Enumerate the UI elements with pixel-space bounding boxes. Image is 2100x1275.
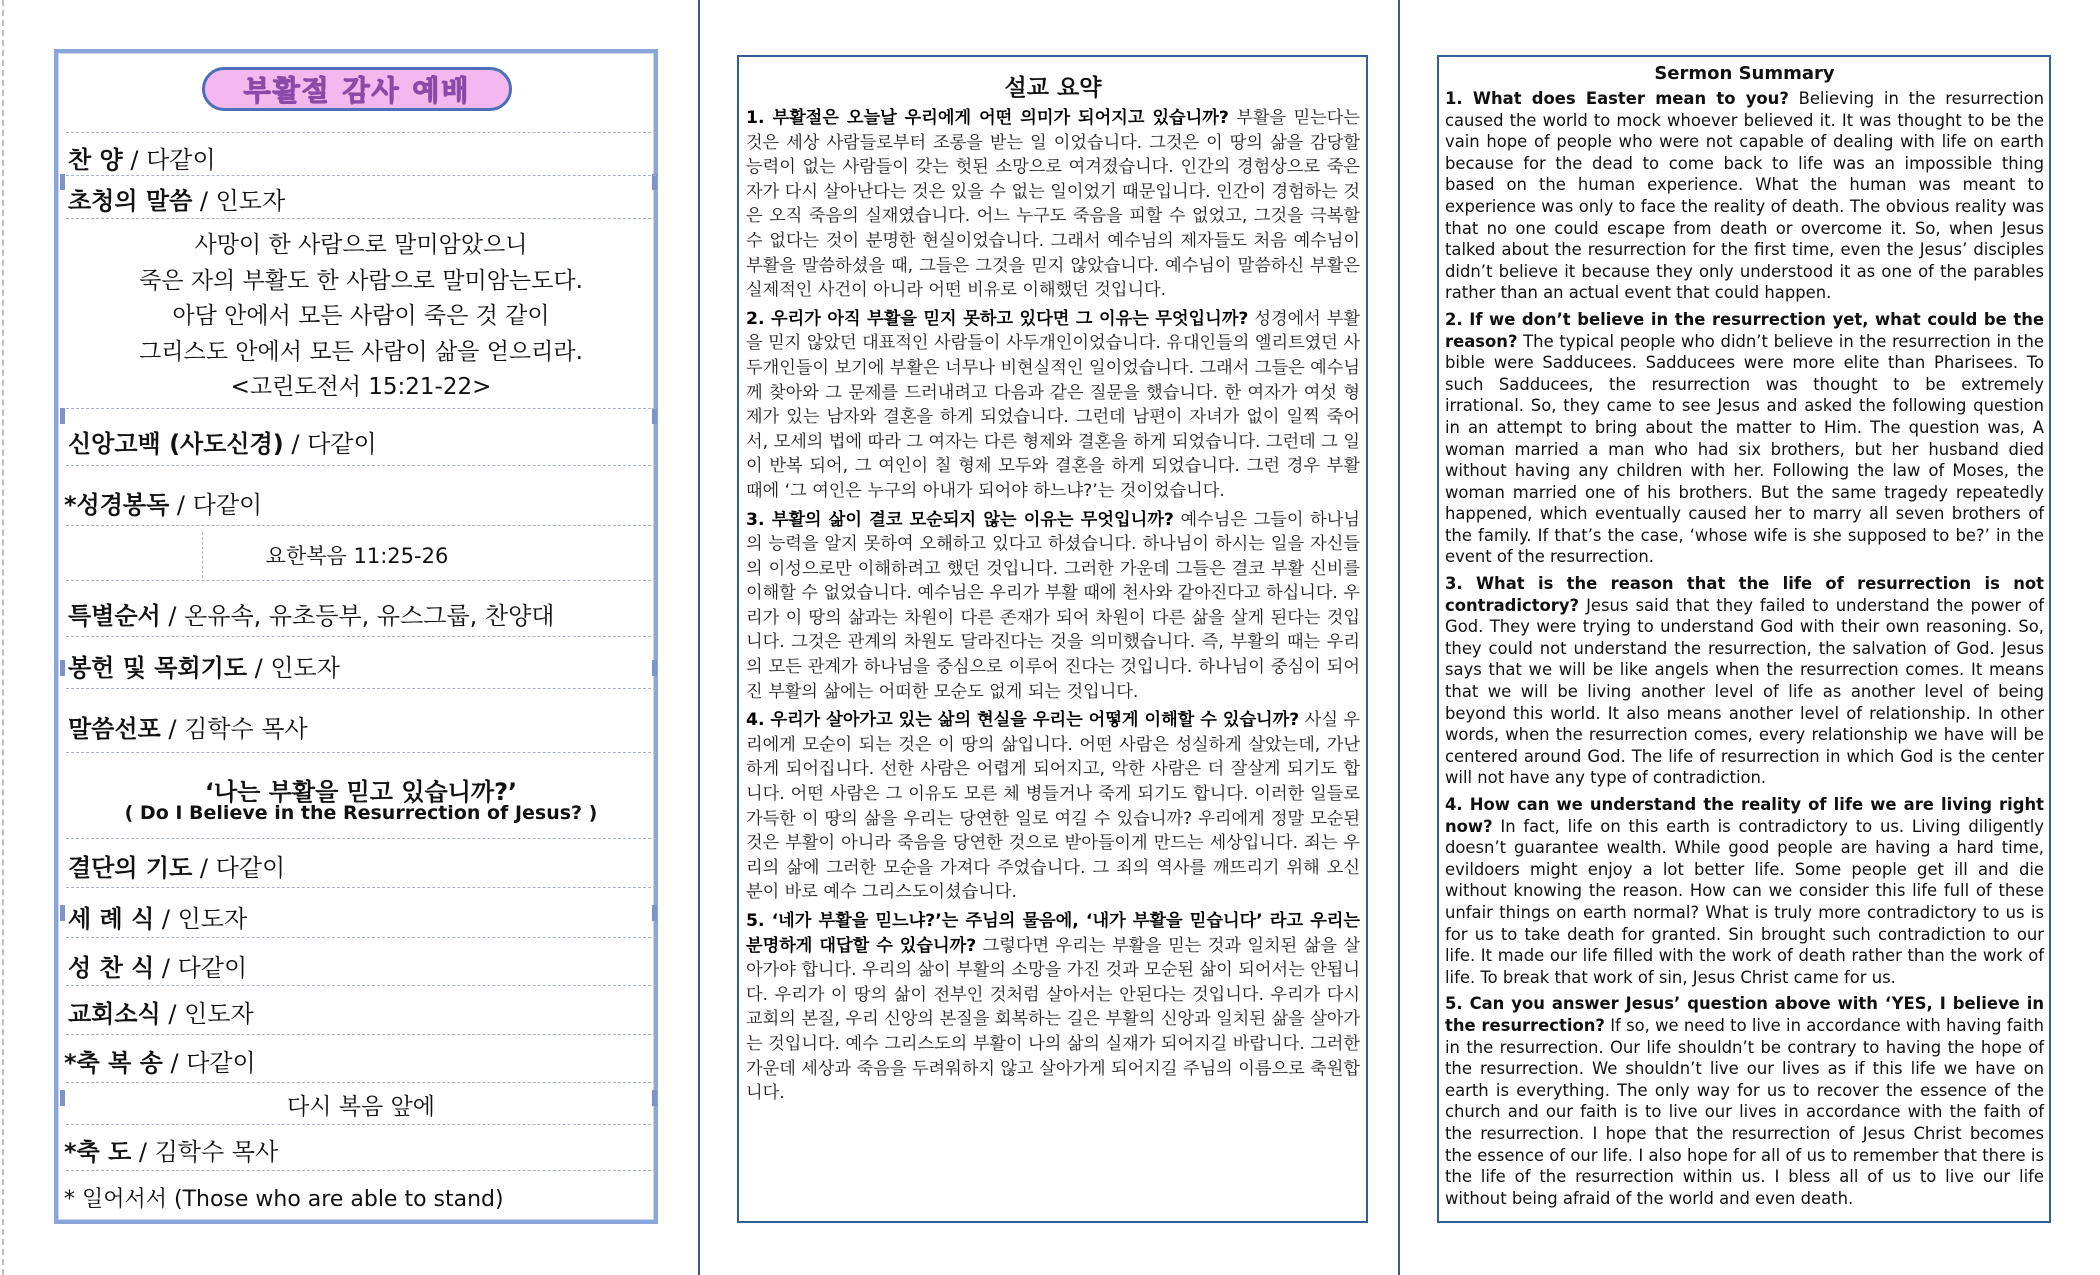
summary-question: 2. 우리가 아직 부활을 믿지 못하고 있다면 그 이유는 무엇입니까? (746, 308, 1249, 329)
divider (66, 752, 656, 753)
verse-line: 그리스도 안에서 모든 사람이 삶을 얻으리라. (139, 339, 583, 365)
summary-question: 1. 부활절은 오늘날 우리에게 어떤 의미가 되어지고 있습니까? (746, 108, 1229, 128)
divider (66, 937, 656, 938)
divider (66, 636, 656, 637)
order-item: 특별순서 / 온유속, 유초등부, 유스그룹, 찬양대 (68, 602, 555, 630)
summary-paragraph (1445, 88, 2044, 304)
order-item: 찬 양 / 다같이 (68, 146, 216, 174)
summary-answer: Jesus said that they failed to understand the power of God. They were trying to understand God with their own reasoning. So, they could not understand the resurrection, the salvation of God. Jesus says that we will be like angels when the resurrection comes. It means that we will be living another level of life as another level of being beyond this world. It also means another level of relationship. In other words, when the resurrection comes, every relationship we have will be centered around God. The life of resurrection in which God is the center will not have any type of contradiction. (1445, 595, 2044, 788)
summary-question: 2. If we don’t believe in the resurrection yet, what could be the reason? (1445, 309, 2044, 351)
order-item: 봉헌 및 목회기도 / 인도자 (68, 654, 340, 682)
summary-question: 5. ‘네가 부활을 믿느냐?’는 주님의 물음에, ‘내가 부활을 믿습니다’ 라고 우리는 분명하게 대답할 수 있습니까? (746, 911, 1360, 956)
summary-question: 1. What does Easter mean to you? (1445, 89, 1789, 108)
summary-answer: 사실 우리에게 모순이 되는 것은 이 땅의 삶입니다. 어떤 사람은 성실하게 살았는데, 가난하게 되어집니다. 선한 사람은 어렵게 되어지고, 악한 사람은 더 잘살게 되기도 합니다. 어떤 사람은 그 이유도 모른 체 병들거나 죽게 되기도 합니다. 이러한 일들로 가득한 이 땅의 삶을 우리는 당연한 일로 여길 수 있습니까? 우리에게 정말 모순된 것은 부활이 아니라 죽음을 당연한 것으로 받아들이게 만드는 세상입니다. 죄는 우리의 삶에 그러한 모순을 가져다 주었습니다. 그 죄의 역사를 깨뜨리기 위해 오신 분이 바로 예수 그리스도이셨습니다. (746, 710, 1360, 903)
divider (66, 887, 656, 888)
summary-answer: 그렇다면 우리는 부활을 믿는 것과 일치된 삶을 살아가야 합니다. 우리의 삶이 부활의 소망을 가진 것과 모순된 삶이 되어서는 안됩니다. 우리가 이 땅의 삶이 전부인 것처럼 살아서는 안된다는 것입니다. 우리가 다시 교회의 본질, 우리 신앙의 본질을 회복하는 길은 부활의 신앙과 일치된 삶을 살아가는 것입니다. 예수 그리스도의 부활이 나의 삶의 실재가 되어지길 바랍니다. 그러한 가운데 세상과 죽음을 두려워하지 않고 살아가게 되어지길 주님의 이름으로 축원합니다. (746, 935, 1360, 1104)
border-tick (60, 905, 65, 921)
summary-question: 3. What is the reason that the life of resurrection is not contradictory? (1445, 574, 2044, 615)
summary-paragraph (1445, 309, 2044, 568)
sermon-title-english: ( Do I Believe in the Resurrection of Jesus? ) (124, 802, 598, 824)
border-tick (60, 1090, 65, 1106)
summary-paragraph (746, 708, 1360, 905)
summary-answer: The typical people who didn’t believe in the resurrection in the bible were Sadducees. Sadducees were more elite than Pharisees. To such Sadducees, the resurrection was thought to be extremely irrational. So, they came to see Jesus and asked the following question in an attempt to bring about the matter to Him. The question was, A woman married a man who had six brothers, but her husband died without having any children with her. Following the law of Moses, the woman married one of his brothers. But the same tragedy repeatedly happened, which eventually caused her to marry all seven brothers of the family. If that’s the case, ‘whose wife is she supposed to be?’ in the event of the resurrection. (1445, 331, 2044, 567)
order-item: 신앙고백 (사도신경) / 다같이 (68, 430, 377, 458)
summary-answer: If so, we need to live in accordance with having faith in the resurrection. Our life shouldn’t be contrary to having the hope of the resurrection. We shouldn’t live our lives as if this life we have on earth is everything. The only way for us to recover the essence of the church and our faith is to live our lives in accordance with the faith of the resurrection. I hope that the resurrection of Jesus Christ becomes the essence of our life. I also hope for all of us to remember that there is the life of the resurrection within us. I bless all of us to live our life without being afraid of the world and even death. (1445, 1015, 2044, 1208)
verse-line: 사망이 한 사람으로 말미암았으니 (194, 232, 528, 258)
summary-paragraph (1445, 993, 2044, 1209)
divider (66, 1170, 656, 1171)
divider (66, 985, 656, 986)
summary-answer: In fact, life on this earth is contradictory to us. Living diligently doesn’t guarantee wealth. While good people are having a hard time, evildoers might enjoy a lot better life. Some people get ill and die without knowing the reason. How can we consider this life full of these unfair things on earth normal? What is truly more contradictory to us is for us to take death for granted. Sin brought such contradiction to our life. It made our life filled with the work of death rather than the work of life. To break that work of sin, Jesus Christ came for us. (1445, 816, 2044, 987)
order-item: 초청의 말씀 / 인도자 (68, 187, 286, 215)
order-item: 말씀선포 / 김학수 목사 (68, 715, 308, 743)
summary-answer: Believing in the resurrection caused the world to mock whoever believed it. It was thought to be the vain hope of people who were not capable of dealing with life on earth because for the dead to come back to life was an impossible thing based on the human experience. What the human was meant to experience was only to face the reality of death. The obvious reality was that no one could escape from death or overcome it. So, when Jesus talked about the resurrection for the first time, even the Jesus’ disciples didn’t believe it because they only understood it as one of the parables rather than an actual event that could happen. (1445, 89, 2044, 303)
closing-line: 다시 복음 앞에 (287, 1094, 435, 1120)
divider (66, 525, 656, 526)
sermon-title-korean: ‘나는 부활을 믿고 있습니까?’ (204, 778, 518, 806)
summary-paragraph (1445, 573, 2044, 789)
summary-question: 3. 부활의 삶이 결코 모순되지 않는 이유는 무엇입니까? (746, 509, 1174, 530)
summary-paragraph (746, 508, 1360, 705)
column-divider-1 (698, 0, 700, 1275)
verse-line: 죽은 자의 부활도 한 사람으로 말미암는도다. (139, 268, 583, 294)
scripture-reading: 요한복음 11:25-26 (265, 544, 449, 568)
verse-line: 아담 안에서 모든 사람이 죽은 것 같이 (172, 303, 550, 329)
summary-question: 4. How can we understand the reality of life we are living right now? (1445, 795, 2044, 836)
divider (66, 218, 656, 219)
order-item: *축 도 / 김학수 목사 (64, 1138, 279, 1166)
korean-summary-panel (737, 55, 1368, 1223)
divider (66, 1124, 656, 1125)
order-item: 성 찬 식 / 다같이 (68, 954, 248, 982)
border-tick (60, 408, 65, 424)
divider (66, 132, 656, 133)
summary-question: 4. 우리가 살아가고 있는 삶의 현실을 우리는 어떻게 이해할 수 있습니까? (746, 710, 1300, 731)
order-item: *축 복 송 / 다같이 (64, 1049, 256, 1077)
english-summary-panel (1437, 55, 2051, 1223)
border-tick (60, 174, 65, 190)
english-summary-heading: Sermon Summary (1654, 63, 1835, 84)
order-item: 교회소식 / 인도자 (68, 1000, 254, 1028)
divider (66, 465, 656, 466)
summary-question: 5. Can you answer Jesus’ question above with ‘YES, I believe in the resurrection? (1445, 994, 2044, 1035)
divider (66, 175, 656, 176)
order-item: 결단의 기도 / 다같이 (68, 854, 286, 882)
summary-answer: 예수님은 그들이 하나님의 능력을 알지 못하여 오해하고 있다고 하셨습니다. 하나님이 하시는 일을 자신들의 이성으로만 이해하려고 했던 것입니다. 그러한 가운데 그들은 결코 부활 신비를 이해할 수 없었습니다. 예수님은 우리가 부활 때에 천사와 같아진다고 하십니다. 우리가 이 땅의 삶과는 차원이 다른 존재가 되어 차원이 다른 삶을 살게 된다는 것입니다. 그것은 관계의 차원도 달라진다는 것을 의미했습니다. 즉, 부활의 때는 우리의 모든 관계가 하나님을 중심으로 이루어 진다는 것입니다. 하나님이 중심이 되어진 부활의 삶에는 어떠한 모순도 없게 되는 것입니다. (746, 509, 1360, 702)
summary-paragraph (746, 106, 1360, 303)
order-item: *성경봉독 / 다같이 (64, 491, 263, 519)
standing-footnote: * 일어서서 (Those who are able to stand) (64, 1187, 504, 1212)
page-edge-left (2, 0, 4, 1275)
border-tick (652, 408, 657, 424)
summary-paragraph (746, 909, 1360, 1106)
summary-paragraph (1445, 794, 2044, 988)
service-title-banner (202, 67, 512, 111)
divider (66, 688, 656, 689)
summary-answer: 부활을 믿는다는 것은 세상 사람들로부터 조롱을 받는 일 이었습니다. 그것은 이 땅의 삶을 감당할 능력이 없는 사람들이 갖는 헛된 소망으로 여겨졌습니다. 인간의 경험상으로 죽은 자가 다시 살아난다는 것은 있을 수 없는 일이었기 때문입니다. 인간이 경험하는 것은 오직 죽음의 실재였습니다. 어느 누구도 죽음을 피할 수 없었고, 그것을 극복할 수 없다는 것이 분명한 현실이었습니다. 그래서 예수님의 제자들도 처음 예수님이 부활을 말씀하셨을 때, 그들은 그것을 믿지 않았습니다. 예수님이 말씀하신 부활은 실제적인 사건이 아니라 어떤 비유로 이해했던 것입니다. (746, 108, 1360, 301)
divider (66, 1034, 656, 1035)
summary-paragraph (746, 307, 1360, 504)
korean-summary-heading: 설교 요약 (1004, 75, 1102, 101)
order-item: 세 례 식 / 인도자 (68, 905, 248, 933)
verse-reference: <고린도전서 15:21-22> (230, 374, 492, 400)
divider (66, 580, 656, 581)
divider (66, 408, 656, 409)
service-title: 부활절 감사 예배 (243, 74, 471, 107)
divider (66, 838, 656, 839)
divider (66, 1082, 656, 1083)
column-divider-2 (1398, 0, 1400, 1275)
summary-answer: 성경에서 부활을 믿지 않았던 대표적인 사람들이 사두개인이었습니다. 유대인들의 엘리트였던 사두개인들이 보기에 부활은 너무나 비현실적인 일이었습니다. 그래서 그들은 예수님께 찾아와 그 문제를 드러내려고 다음과 같은 질문을 했습니다. 한 여자가 여섯 형제가 있는 남자와 결혼을 하게 되었습니다. 그런데 남편이 자녀가 없이 일찍 죽어서, 모세의 법에 따라 그 여자는 다른 형제와 결혼을 하게 되었습니다. 그런데 그 일이 반복 되어, 그 여인이 칠 형제 모두와 결혼을 하게 되었습니다. 그런 경우 부활 때에 ‘그 여인은 누구의 아내가 되어야 하느냐?’는 것이었습니다. (746, 308, 1360, 501)
border-tick (60, 660, 65, 676)
